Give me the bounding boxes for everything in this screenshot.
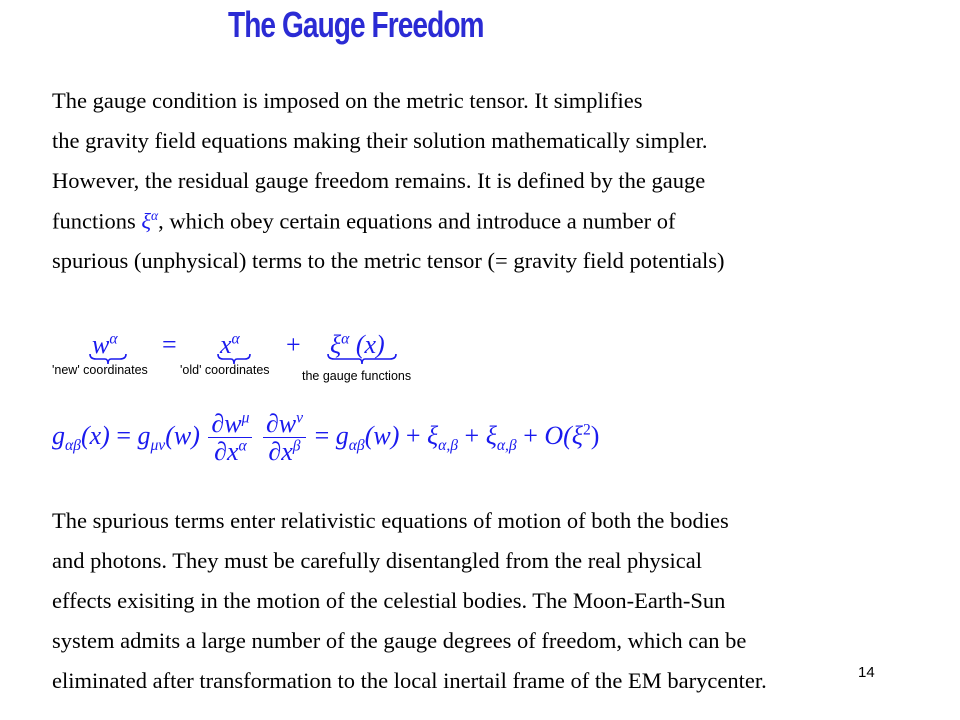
slide-title: The Gauge Freedom xyxy=(228,4,484,45)
label-old-coordinates: 'old' coordinates xyxy=(180,363,270,377)
paragraph1-line1: The gauge condition is imposed on the metric tensor. It simplifies xyxy=(52,88,643,113)
eq1-equals: = xyxy=(162,330,177,359)
paragraph2-line2: and photons. They must be carefully disentangled from the real physical xyxy=(52,548,703,573)
p1-line4-after: , which obey certain equations and introduce a number of xyxy=(158,208,676,234)
paragraph1-line4 xyxy=(52,208,675,235)
page-number: 14 xyxy=(858,664,875,681)
eq1-w: $w^\alpha$ xyxy=(92,330,118,359)
paragraph2-line5: eliminated after transformation to the local inertail frame of the EM barycenter. xyxy=(52,668,767,693)
label-new-coordinates: 'new' coordinates xyxy=(52,363,148,377)
eq1-plus: + xyxy=(286,330,301,359)
fraction-dw-mu-dx-alpha: $\frac{\partial w^\mu}{\partial x^\alpha}$ xyxy=(208,410,252,466)
underbrace-gauge-icon xyxy=(326,352,398,366)
xi-superscript: α xyxy=(151,208,159,223)
paragraph1-line5: spurious (unphysical) terms to the metric tensor (= gravity field potentials) xyxy=(52,248,725,273)
paragraph2-line4: system admits a large number of the gauge degrees of freedom, which can be xyxy=(52,628,747,653)
paragraph2-line3: effects exisiting in the motion of the celestial bodies. The Moon-Earth-Sun xyxy=(52,588,726,613)
xi-symbol: ξ xyxy=(141,208,152,234)
fraction-dw-nu-dx-beta: $\frac{\partial w^\nu}{\partial x^\beta}$ xyxy=(263,410,306,466)
label-gauge-functions: the gauge functions xyxy=(302,369,412,383)
paragraph2-line1: The spurious terms enter relativistic equations of motion of both the bodies xyxy=(52,508,729,533)
equation-metric-transform: $g_{\alpha\beta}(x) = g_{\mu\nu}(w)$ $\frac{\partial w^\mu}{\partial x^\alpha}$ $\frac{\partial w^\nu}{\partial x^\beta}$ = $g_{\alpha\beta}(w) + \xi_{\alpha,\beta} + \xi_{\alpha,\beta} + O(\xi^2)$ xyxy=(52,409,600,467)
p1-line4-before: functions xyxy=(52,208,142,234)
paragraph1-line3: However, the residual gauge freedom remains. It is defined by the gauge xyxy=(52,168,706,193)
eq1-x: $x^\alpha$ xyxy=(220,330,240,359)
paragraph1-line2: the gravity field equations making their solution mathematically simpler. xyxy=(52,128,708,153)
eq1-xi: $\xi^\alpha$ (x) xyxy=(330,330,385,359)
